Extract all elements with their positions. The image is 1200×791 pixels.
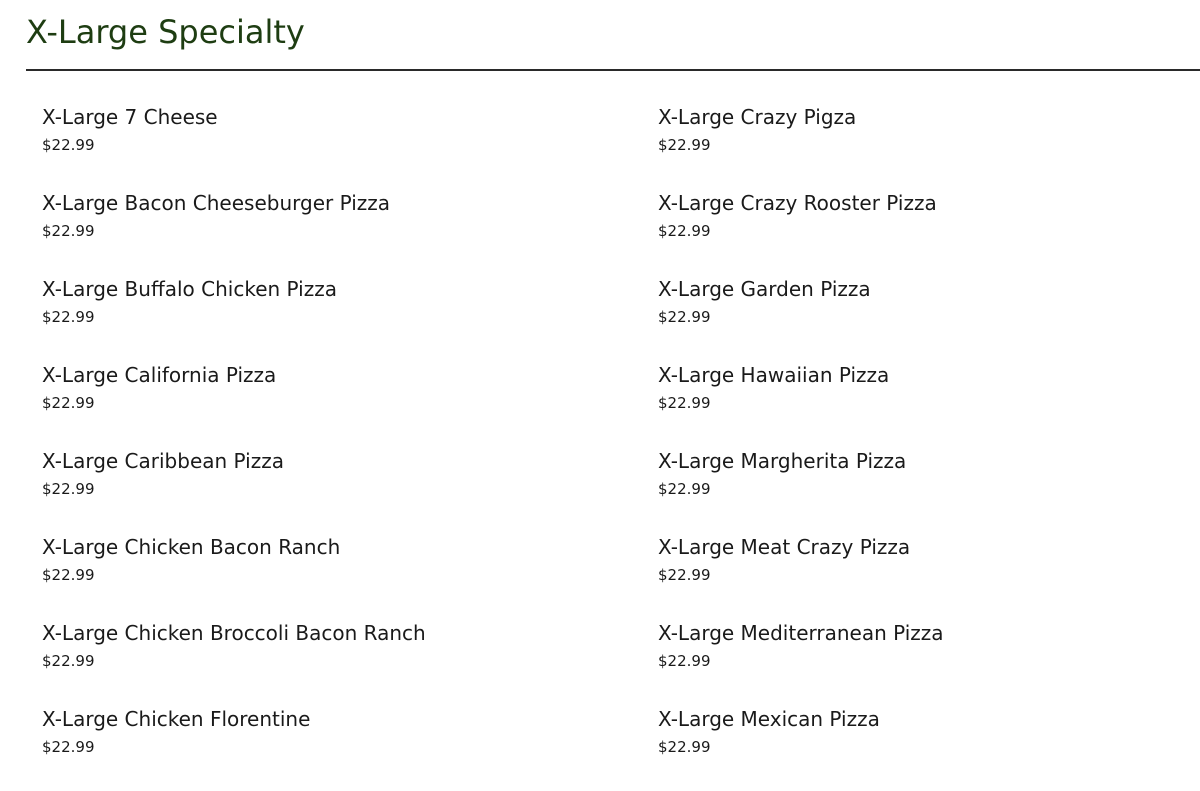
menu-item-price: $22.99	[658, 222, 711, 240]
menu-item-name: X-Large Bacon Cheeseburger Pizza	[42, 191, 391, 215]
menu-item-name: X-Large Meat Crazy Pizza	[658, 535, 911, 559]
menu-item-name: X-Large Chicken Broccoli Bacon Ranch	[42, 621, 426, 645]
menu-item-name: X-Large Hawaiian Pizza	[658, 363, 890, 387]
menu-item-name: X-Large Mediterranean Pizza	[658, 621, 944, 645]
menu-item[interactable]	[658, 447, 1200, 533]
menu-item-price: $22.99	[42, 222, 95, 240]
menu-item-price: $22.99	[658, 738, 711, 756]
menu-item-name: X-Large California Pizza	[42, 363, 277, 387]
menu-item[interactable]	[42, 275, 658, 361]
menu-item-price: $22.99	[658, 566, 711, 584]
section-title: X-Large Specialty	[26, 13, 305, 51]
menu-item-price: $22.99	[42, 308, 95, 326]
menu-item[interactable]	[42, 619, 658, 705]
menu-item[interactable]	[42, 189, 658, 275]
menu-item-grid	[42, 103, 1200, 791]
menu-item-price: $22.99	[42, 394, 95, 412]
menu-item[interactable]	[42, 103, 658, 189]
menu-item-name: X-Large Chicken Bacon Ranch	[42, 535, 341, 559]
menu-item-name: X-Large Margherita Pizza	[658, 449, 907, 473]
menu-item-price: $22.99	[42, 566, 95, 584]
menu-item-price: $22.99	[42, 652, 95, 670]
menu-item-price: $22.99	[42, 136, 95, 154]
menu-item[interactable]	[658, 705, 1200, 791]
menu-item-price: $22.99	[42, 738, 95, 756]
menu-item-name: X-Large Crazy Rooster Pizza	[658, 191, 937, 215]
menu-item[interactable]	[658, 361, 1200, 447]
menu-item-name: X-Large 7 Cheese	[42, 105, 218, 129]
menu-item[interactable]	[658, 103, 1200, 189]
menu-item-price: $22.99	[658, 394, 711, 412]
menu-item-price: $22.99	[658, 480, 711, 498]
menu-item[interactable]	[42, 361, 658, 447]
menu-item-name: X-Large Buffalo Chicken Pizza	[42, 277, 337, 301]
menu-item-price: $22.99	[658, 652, 711, 670]
menu-item-price: $22.99	[42, 480, 95, 498]
menu-item[interactable]	[42, 705, 658, 791]
menu-item-price: $22.99	[658, 136, 711, 154]
menu-item-name: X-Large Chicken Florentine	[42, 707, 311, 731]
menu-item-name: X-Large Crazy Pigza	[658, 105, 857, 129]
menu-item-name: X-Large Caribbean Pizza	[42, 449, 284, 473]
menu-item[interactable]	[658, 619, 1200, 705]
section-divider	[26, 69, 1200, 71]
menu-item[interactable]	[42, 447, 658, 533]
menu-item-price: $22.99	[658, 308, 711, 326]
menu-item[interactable]	[658, 533, 1200, 619]
menu-item[interactable]	[658, 275, 1200, 361]
menu-item-name: X-Large Mexican Pizza	[658, 707, 880, 731]
menu-item-name: X-Large Garden Pizza	[658, 277, 871, 301]
menu-item[interactable]	[42, 533, 658, 619]
menu-item[interactable]	[658, 189, 1200, 275]
